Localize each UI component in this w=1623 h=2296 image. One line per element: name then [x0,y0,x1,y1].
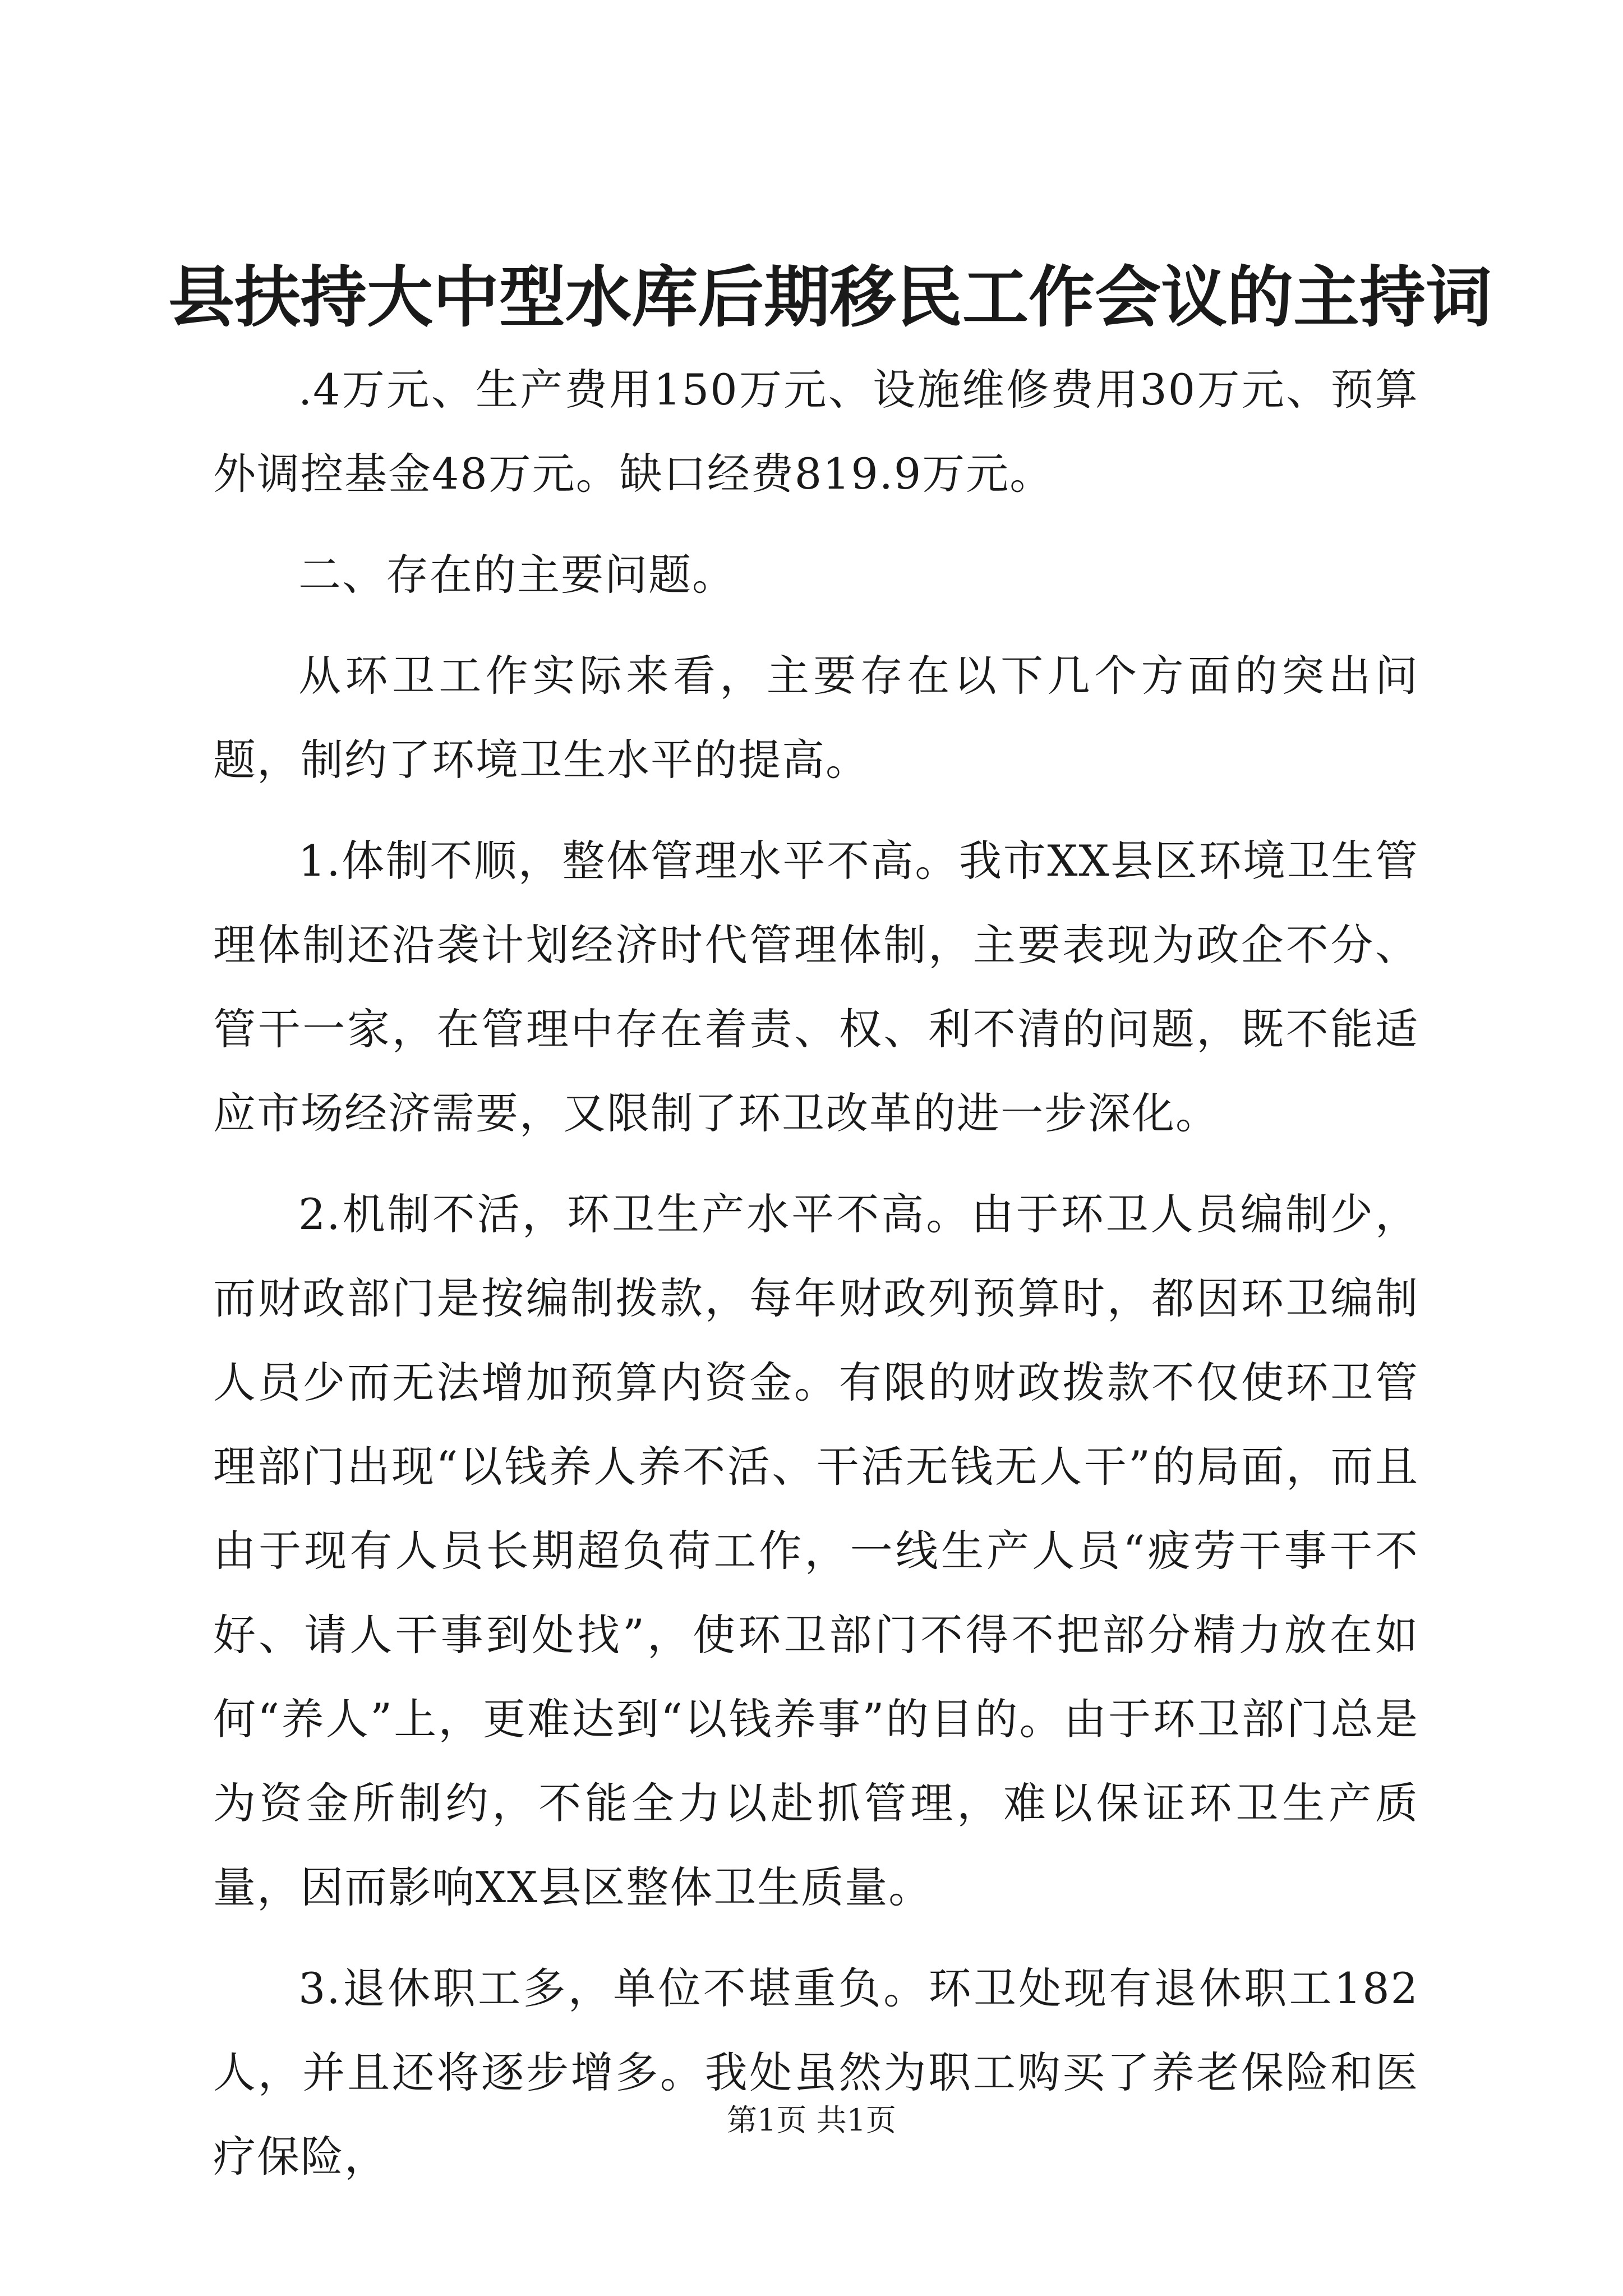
paragraph-intro: 从环卫工作实际来看，主要存在以下几个方面的突出问题，制约了环境卫生水平的提高。 [213,651,1419,785]
paragraph-point-1: 1.体制不顺，整体管理水平不高。我市XX县区环境卫生管理体制还沿袭计划经济时代管理体制，主要表现为政企不分、管干一家，在管理中存在着责、权、利不清的问题，既不能适应市场经济需要，又限制了环卫改革的进一步深化。 [213,836,1419,1138]
paragraph-budget: .4万元、生产费用150万元、设施维修费用30万元、预算外调控基金48万元。缺口经费819.9万元。 [213,365,1419,499]
page-footer: 第1页 共1页 [727,2102,896,2138]
document-title: 县扶持大中型水库后期移民工作会议的主持词 [168,258,1492,336]
paragraph-point-2: 2.机制不活，环卫生产水平不高。由于环卫人员编制少，而财政部门是按编制拨款，每年财政列预算时，都因环卫编制人员少而无法增加预算内资金。有限的财政拨款不仅使环卫管理部门出现“以钱养人养不活、干活无钱无人干”的局面，而且由于现有人员长期超负荷工作，一线生产人员“疲劳干事干不好、请人干事到处找”，使环卫部门不得不把部分精力放在如何“养人”上，更难达到“以钱养事”的目的。由于环卫部门总是为资金所制约，不能全力以赴抓管理，难以保证环卫生产质量，因而影响XX县区整体卫生质量。 [213,1189,1419,1912]
document-body [213,348,1419,2199]
paragraph-section-heading: 二、存在的主要问题。 [298,550,736,600]
paragraph-point-3: 3.退休职工多，单位不堪重负。环卫处现有退休职工182人，并且还将逐步增多。我处虽然为职工购买了养老保险和医疗保险， [213,1963,1419,2182]
